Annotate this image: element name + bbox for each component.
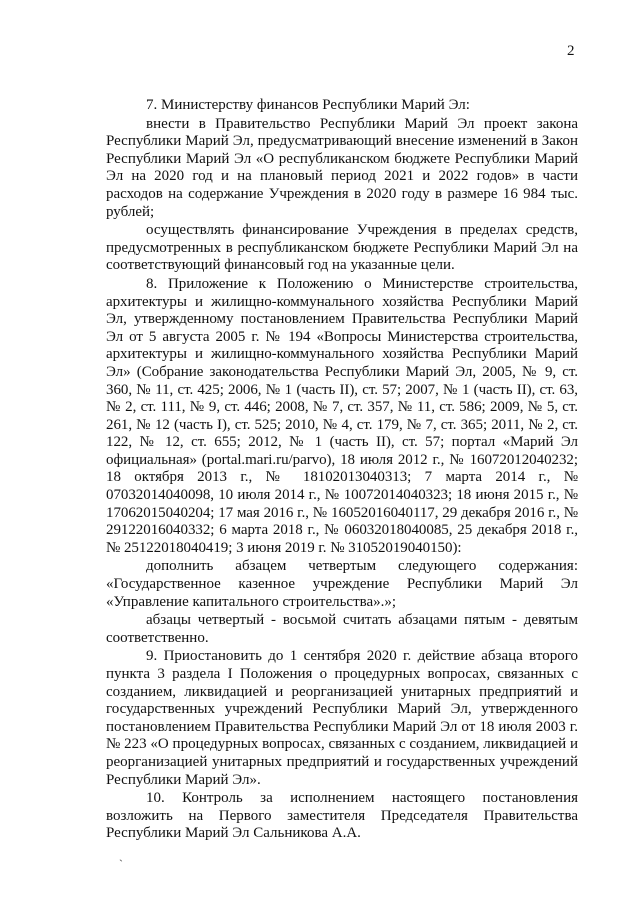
paragraph-7-heading: 7. Министерству финансов Республики Марий Эл: — [146, 97, 470, 113]
paragraph-8-amendment: 8. Приложение к Положению о Министерстве строительства, архитектуры и жилищно-коммунального хозяйства Республики Марий Эл, утвержденному постановлением Правительства Республики Марий Эл от 5 августа 2005 г. № 194 «Вопросы Министерства строительства, архитектуры и жилищно-коммунального хозяйства Республики Марий Эл» (Собрание законодательства Республики Марий Эл, 2005, № 9, ст. 360, № 11, ст. 425; 2006, № 1 (часть II), ст. 57; 2007, № 1 (часть II), ст. 63, № 2, ст. 111, № 9, ст. 446; 2008, № 7, ст. 357, № 11, ст. 586; 2009, № 5, ст. 261, № 12 (часть I), ст. 525; 2010, № 4, ст. 179, № 7, ст. 365; 2011, № 2, ст. 122, № 12, ст. 655; 2012, № 1 (часть II), ст. 57; портал «Марий Эл официальная» (portal.mari.ru/parvo), 18 июля 2012 г., № 16072012040232; 18 октября 2013 г., № 18102013040313; 7 марта 2014 г., № 07032014040098, 10 июля 2014 г., № 10072014040323; 18 июня 2015 г., № 17062015040204; 17 мая 2016 г., № 16052016040117, 29 декабря 2016 г., № 29122016040332; 6 марта 2018 г., № 06032018040085, 25 декабря 2018 г., № 25122018040419; 3 июня 2019 г. № 31052019040150): — [106, 275, 578, 556]
footer-mark: ` — [119, 857, 123, 871]
paragraph-8-renumber: абзацы четвертый - восьмой считать абзацами пятым - девятым соответственно. — [106, 612, 578, 646]
paragraph-10-control: 10. Контроль за исполнением настоящего постановления возложить на Первого заместителя Председателя Правительства Республики Марий Эл Сальникова А.А. — [106, 790, 578, 842]
page-number: 2 — [567, 43, 575, 59]
document-body — [106, 97, 578, 843]
paragraph-8-add-clause: дополнить абзацем четвертым следующего содержания: «Государственное казенное учреждение Республики Марий Эл «Управление капитального строительства».»; — [106, 558, 578, 610]
paragraph-7-submit-bill: внести в Правительство Республики Марий Эл проект закона Республики Марий Эл, предусматривающий внесение изменений в Закон Республики Марий Эл «О республиканском бюджете Республики Марий Эл на 2020 год и на плановый период 2021 и 2022 годов» в части расходов на содержание Учреждения в 2020 году в размере 16 984 тыс. рублей; — [106, 115, 578, 220]
paragraph-7-financing: осуществлять финансирование Учреждения в пределах средств, предусмотренных в республиканском бюджете Республики Марий Эл на соответствующий финансовый год на указанные цели. — [106, 222, 578, 274]
paragraph-9-suspend: 9. Приостановить до 1 сентября 2020 г. действие абзаца второго пункта 3 раздела I Положения о процедурных вопросах, связанных с созданием, ликвидацией и реорганизацией унитарных предприятий и государственных учреждений Республики Марий Эл, утвержденного постановлением Правительства Республики Марий Эл от 18 июля 2003 г. № 223 «О процедурных вопросах, связанных с созданием, ликвидацией и реорганизацией унитарных предприятий и государственных учреждений Республики Марий Эл». — [106, 648, 578, 788]
